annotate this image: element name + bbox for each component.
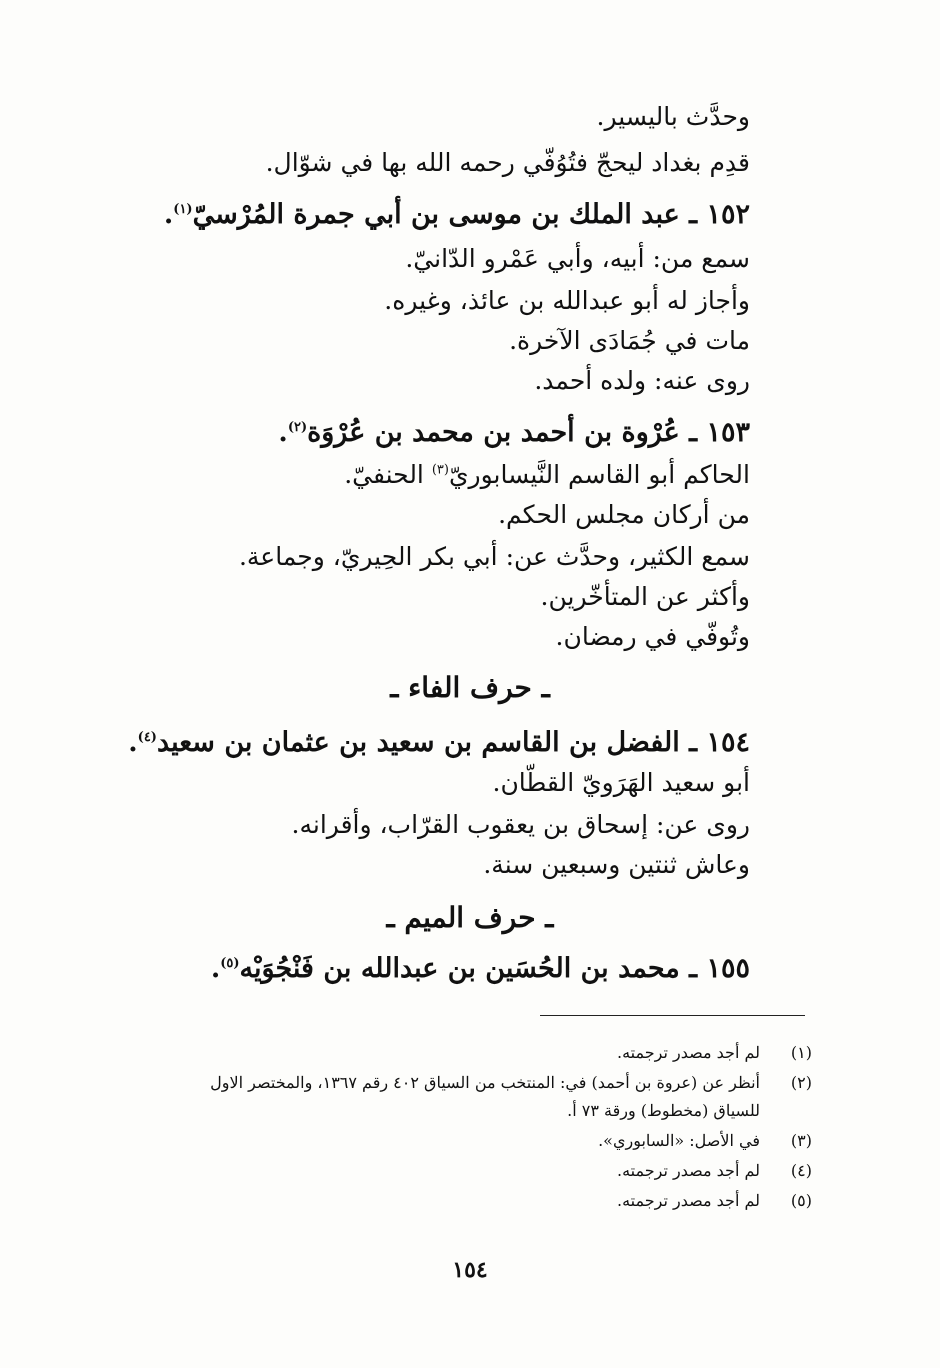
entry-heading-155: [211, 950, 750, 988]
text-line: سمع من: أبيه، وأبي عَمْرو الدّانيّ.: [405, 244, 750, 273]
footnote-divider: [540, 1015, 805, 1016]
line-text: الحاكم أبو القاسم النَّيسابوريّ: [448, 460, 750, 489]
footnote-text: لم أجد مصدر ترجمته.: [617, 1043, 760, 1062]
entry-dash: ـ: [689, 727, 698, 758]
footnote-number: (٣): [790, 1131, 812, 1150]
entry-number: ١٥٤: [706, 727, 750, 758]
footnote-text: أنظر عن (عروة بن أحمد) في: المنتخب من السياق ٤٠٢ رقم ١٣٦٧، والمختصر الاول: [210, 1073, 760, 1092]
text-line: وأجاز له أبو عبدالله بن عائذ، وغيره.: [384, 286, 750, 315]
entry-number: ١٥٢: [706, 199, 750, 230]
footnote-3: [122, 1128, 812, 1154]
entry-heading-153: [278, 414, 750, 452]
entry-name: الفضل بن القاسم بن سعيد بن عثمان بن سعيد: [156, 727, 680, 758]
entry-name: عبد الملك بن موسى بن أبي جمرة المُرْسيّ: [192, 199, 680, 230]
text-line: روى عنه: ولده أحمد.: [534, 366, 750, 395]
footnote-marker: (١): [173, 202, 193, 217]
text-line: وحدَّث باليسير.: [596, 102, 750, 131]
footnote-marker: (٥): [220, 956, 240, 971]
footnote-marker: (٢): [287, 420, 308, 435]
text-line: روى عن: إسحاق بن يعقوب القرّاب، وأقرانه.: [291, 810, 750, 839]
footnote-text: للسياق (مخطوط) ورقة ٧٣ أ.: [567, 1101, 760, 1120]
text-line: قدِم بغداد ليحجّ فتُوُفّي رحمه الله بها في شوّال.: [265, 148, 750, 177]
period: .: [163, 199, 174, 230]
entry-dash: ـ: [689, 417, 698, 448]
footnote-2: [122, 1070, 812, 1096]
text-line: مات في جُمَادَى الآخرة.: [509, 326, 750, 355]
entry-number: ١٥٥: [706, 953, 750, 984]
footnote-marker: (٤): [137, 730, 157, 745]
page-number: ١٥٤: [452, 1257, 488, 1283]
footnote-number: (٢): [790, 1073, 812, 1092]
footnote-text: لم أجد مصدر ترجمته.: [617, 1161, 760, 1180]
period: .: [278, 417, 288, 448]
footnote-marker: (٣): [431, 462, 449, 478]
period: .: [128, 727, 138, 758]
entry-name: محمد بن الحُسَين بن عبدالله بن فَنْجُوَيْه: [239, 953, 680, 984]
footnote-4: [122, 1158, 812, 1184]
section-heading-fa: ـ حرف الفاء ـ: [390, 671, 550, 704]
entry-name: عُرْوة بن أحمد بن محمد بن عُرْوَة: [307, 417, 680, 448]
text-line: سمع الكثير، وحدَّث عن: أبي بكر الحِيريّ، وجماعة.: [238, 542, 750, 571]
text-line: من أركان مجلس الحكم.: [498, 500, 750, 529]
footnote-2-continuation: [122, 1098, 812, 1124]
footnote-text: لم أجد مصدر ترجمته.: [617, 1191, 760, 1210]
entry-heading-154: [128, 724, 750, 762]
entry-number: ١٥٣: [706, 417, 750, 448]
footnote-number: (١): [790, 1043, 812, 1062]
line-tail: الحنفيّ.: [344, 460, 424, 489]
text-line: وعاش ثنتين وسبعين سنة.: [483, 850, 750, 879]
footnote-5: [122, 1188, 812, 1214]
footnote-text: في الأصل: «السابوري».: [598, 1131, 760, 1150]
text-line: وتُوفّي في رمضان.: [555, 622, 750, 651]
text-line: [344, 456, 750, 494]
text-line: وأكثر عن المتأخّرين.: [540, 582, 750, 611]
section-heading-mim: ـ حرف الميم ـ: [386, 901, 554, 934]
footnote-1: [122, 1040, 812, 1066]
period: .: [210, 953, 221, 984]
entry-heading-152: [164, 196, 750, 234]
footnote-number: (٤): [790, 1161, 812, 1180]
entry-dash: ـ: [689, 199, 698, 230]
entry-dash: ـ: [689, 953, 698, 984]
footnote-number: (٥): [790, 1191, 812, 1210]
text-line: أبو سعيد الهَرَويّ القطّان.: [492, 768, 750, 797]
